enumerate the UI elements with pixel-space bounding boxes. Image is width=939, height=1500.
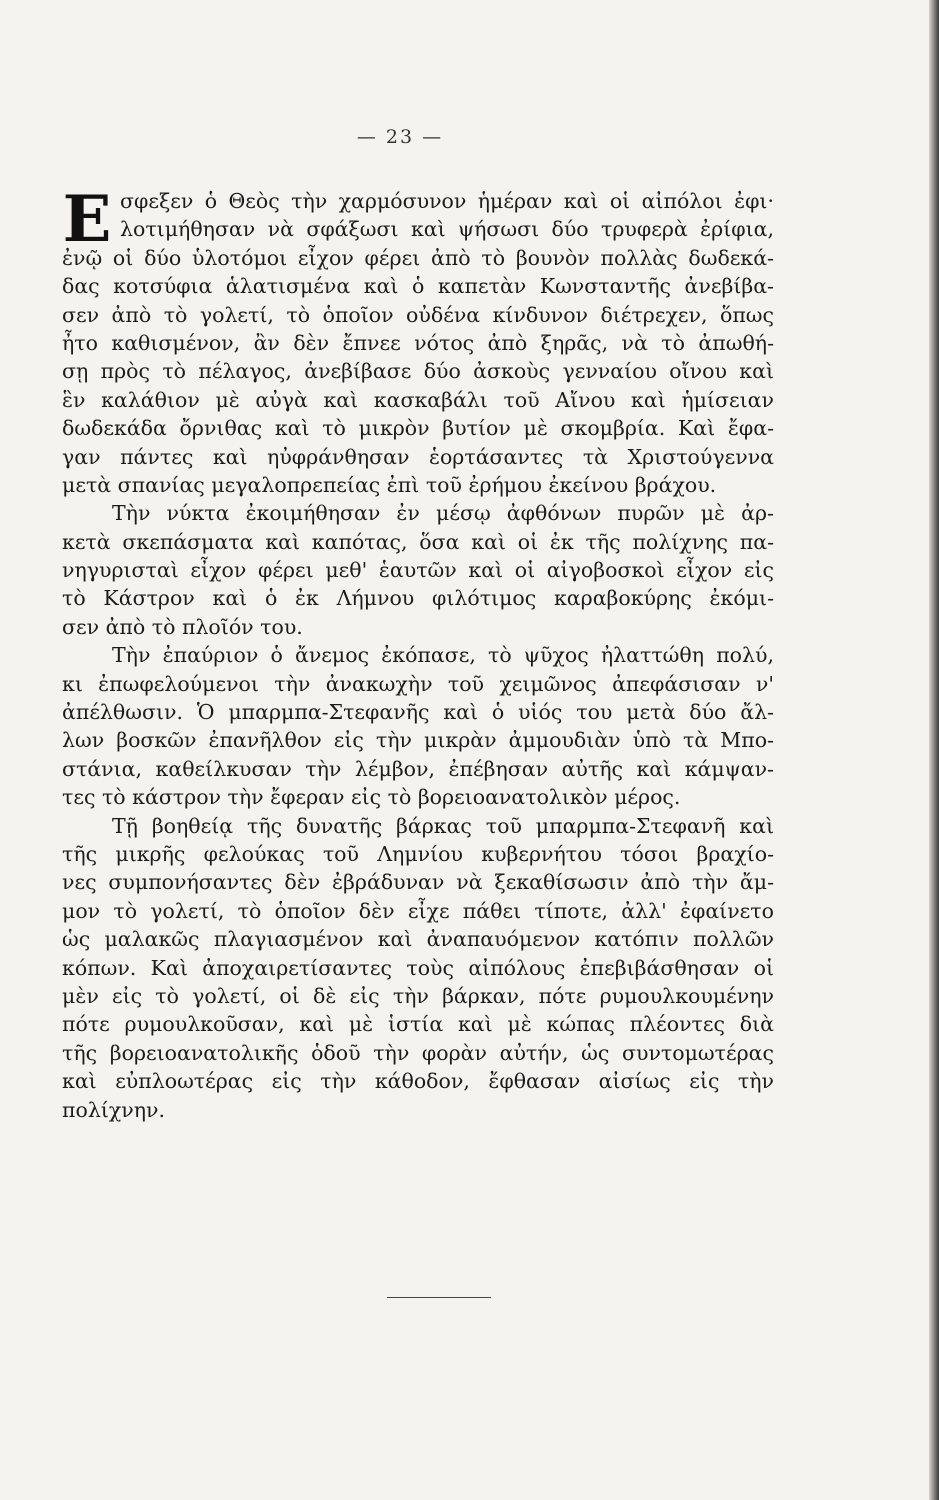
text-line: λοτιμήθησαν νὰ σφάξωσι καὶ ψήσωσι δύο τρυφερὰ ἐρίφια, <box>120 217 774 242</box>
page-edge-shadow <box>929 0 939 1500</box>
text-line: ὡς μαλακῶς πλαγιασμένον καὶ ἀναπαυόμενον κατόπιν πολλῶν <box>62 927 774 952</box>
text-line: κετὰ σκεπάσματα καὶ καπότας, ὅσα καὶ οἱ ἐκ τῆς πολίχνης πα- <box>62 529 774 554</box>
text-line: σεν ἀπὸ τὸ γολετί, τὸ ὁποῖον οὐδένα κίνδυνον διέτρεχεν, ὅπως <box>62 302 774 327</box>
text-line: ἦτο καθισμένον, ἂν δὲν ἔπνεε νότος ἀπὸ ξηρᾶς, νὰ τὸ ἀπωθή- <box>62 330 774 355</box>
text-line: καὶ εὐπλοωτέρας εἰς τὴν κάθοδον, ἔφθασαν αἰσίως εἰς τὴν <box>62 1069 774 1094</box>
page-number: — 23 — <box>356 126 444 148</box>
text-line: πότε ρυμουλκοῦσαν, καὶ μὲ ἱστία καὶ μὲ κώπας πλέοντες διὰ <box>62 1012 774 1037</box>
text-line: γαν πάντες καὶ ηὐφράνθησαν ἑορτάσαντες τὰ Χριστούγεννα <box>62 444 774 469</box>
text-line: λων βοσκῶν ἐπανῆλθον εἰς τὴν μικρὰν ἀμμουδιὰν ὑπὸ τὰ Μπο- <box>62 728 774 753</box>
text-line: Τὴν ἐπαύριον ὁ ἄνεμος ἐκόπασε, τὸ ψῦχος ἠλαττώθη πολύ, <box>112 643 774 668</box>
text-line: Τὴν νύκτα ἐκοιμήθησαν ἐν μέσῳ ἀφθόνων πυρῶν μὲ ἀρ- <box>112 501 774 526</box>
text-line: τὸ Κάστρον καὶ ὁ ἐκ Λήμνου φιλότιμος καραβοκύρης ἐκόμι- <box>62 586 774 611</box>
text-line: σῃ πρὸς τὸ πέλαγος, ἀνεβίβασε δύο ἀσκοὺς γενναίου οἴνου καὶ <box>62 359 774 384</box>
text-line: νηγυρισταὶ εἶχον φέρει μεθ' ἑαυτῶν καὶ οἱ αἰγοβοσκοὶ εἶχον εἰς <box>62 558 774 583</box>
text-line: μετὰ σπανίας μεγαλοπρεπείας ἐπὶ τοῦ ἐρήμου ἐκείνου βράχου. <box>62 472 717 497</box>
drop-cap: Ε <box>62 193 112 247</box>
text-line: τῆς μικρῆς φελούκας τοῦ Λημνίου κυβερνήτου τόσοι βραχίο- <box>62 841 774 866</box>
text-line: νες συμπονήσαντες δὲν ἐβράδυναν νὰ ξεκαθίσωσιν ἀπὸ τὴν ἄμ- <box>62 870 774 895</box>
text-line: κι ἐπωφελούμενοι τὴν ἀνακωχὴν τοῦ χειμῶνος ἀπεφάσισαν ν' <box>62 671 774 696</box>
text-line: κόπων. Καὶ ἀποχαιρετίσαντες τοὺς αἰπόλους ἐπεβιβάσθησαν οἱ <box>62 955 774 980</box>
text-line: στάνια, καθείλκυσαν τὴν λέμβον, ἐπέβησαν αὐτῆς καὶ κάμψαν- <box>62 756 774 781</box>
text-line: ἓν καλάθιον μὲ αὐγὰ καὶ κασκαβάλι τοῦ Αἴνου καὶ ἡμίσειαν <box>62 387 774 412</box>
text-line: δωδεκάδα ὄρνιθας καὶ τὸ μικρὸν βυτίον μὲ σκομβρία. Καὶ ἔφα- <box>62 416 774 441</box>
text-line: σφεξεν ὁ Θεὸς τὴν χαρμόσυνον ἡμέραν καὶ οἱ αἰπόλοι ἐφι· <box>120 189 774 213</box>
body-text <box>62 187 774 1124</box>
text-line: τῆς βορειοανατολικῆς ὁδοῦ τὴν φορὰν αὐτήν, ὡς συντομωτέρας <box>62 1040 774 1065</box>
text-line: Τῇ βοηθείᾳ τῆς δυνατῆς βάρκας τοῦ μπαρμπα-Στεφανῆ καὶ <box>112 813 774 838</box>
text-line: ἐνῷ οἱ δύο ὑλοτόμοι εἶχον φέρει ἀπὸ τὸ βουνὸν πολλὰς δωδεκά- <box>62 245 774 270</box>
end-rule <box>387 1297 491 1298</box>
text-line: τες τὸ κάστρον τὴν ἔφεραν εἰς τὸ βορειοανατολικὸν μέρος. <box>62 785 681 810</box>
text-line: δας κοτσύφια ἁλατισμένα καὶ ὁ καπετὰν Κωνσταντῆς ἀνεβίβα- <box>62 274 774 299</box>
text-line: πολίχνην. <box>62 1097 165 1122</box>
text-line: μὲν εἰς τὸ γολετί, οἱ δὲ εἰς τὴν βάρκαν, πότε ρυμουλκουμένην <box>62 983 774 1008</box>
text-line: σεν ἀπὸ τὸ πλοῖόν του. <box>62 614 303 639</box>
text-line: μον τὸ γολετί, τὸ ὁποῖον δὲν εἶχε πάθει τίποτε, ἀλλ' ἐφαίνετο <box>62 898 774 923</box>
text-line: ἀπέλθωσιν. Ὁ μπαρμπα-Στεφανῆς καὶ ὁ υἱός του μετὰ δύο ἄλ- <box>62 700 774 725</box>
